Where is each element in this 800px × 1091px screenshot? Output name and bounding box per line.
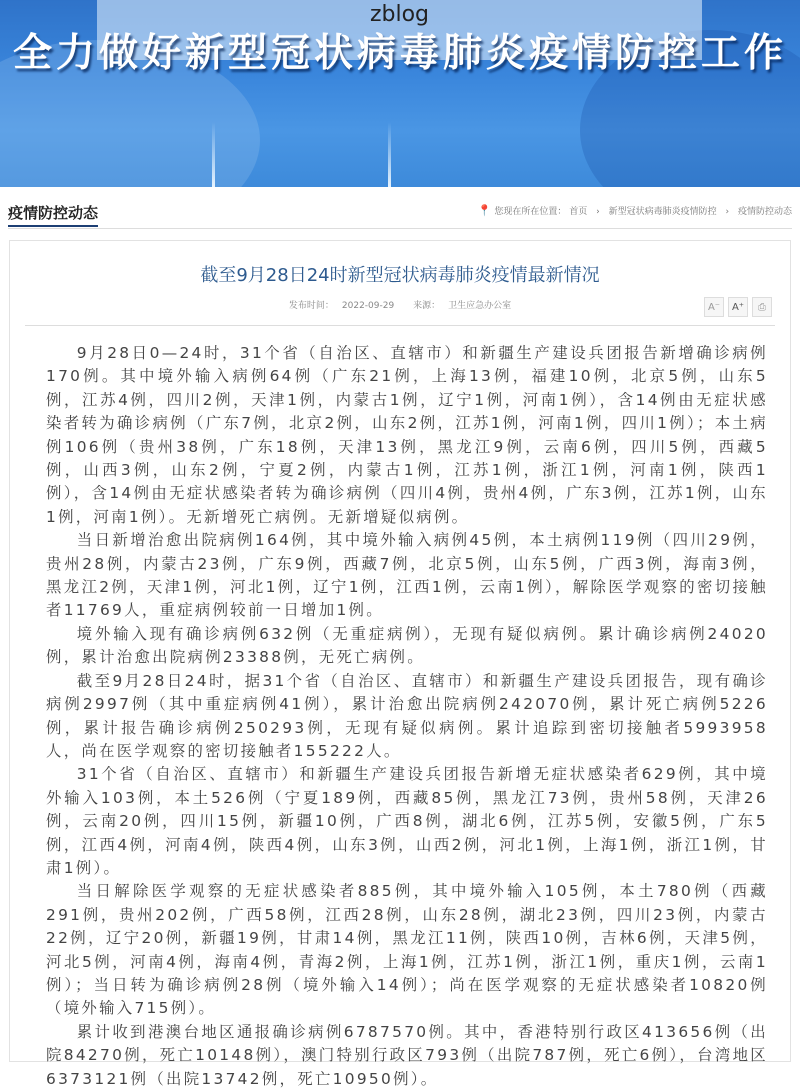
breadcrumb-separator: › (725, 207, 730, 217)
breadcrumb-separator: › (596, 207, 600, 217)
breadcrumb-current[interactable]: 疫情防控动态 (737, 207, 792, 217)
source-label: 来源： (413, 301, 441, 311)
paragraph: 当日新增治愈出院病例164例，其中境外输入病例45例，本土病例119例（四川29例，贵州28例，内蒙古23例，广东9例，西藏7例，北京5例，山东5例，广西3例，海南3例，黑龙江2例，天津1例，河北1例，辽宁1例，江西1例，云南1例），解除医学观察的密切接触者11769人，重症病例较前一日增加1例。 (46, 531, 768, 620)
article-title: 截至9月28日24时新型冠状病毒肺炎疫情最新情况 (200, 265, 600, 286)
breadcrumb (478, 204, 792, 217)
paragraph: 境外输入现有确诊病例632例（无重症病例），无现有疑似病例。累计确诊病例24020例，累计治愈出院病例23388例，无死亡病例。 (46, 624, 768, 667)
breadcrumb-prefix: 您现在所在位置： (494, 207, 567, 217)
section-header (8, 200, 792, 229)
banner-title: 全力做好新型冠状病毒肺炎疫情防控工作 (12, 31, 787, 76)
publish-date: 2022-09-29 (341, 301, 395, 311)
source: 卫生应急办公室 (448, 301, 512, 311)
font-smaller-icon[interactable]: A⁻ (704, 297, 724, 317)
article-tools (704, 297, 772, 317)
article-body (46, 342, 768, 1091)
font-larger-icon[interactable]: A⁺ (728, 297, 748, 317)
breadcrumb-covid[interactable]: 新型冠状病毒肺炎疫情防控 (608, 207, 717, 217)
paragraph: 累计收到港澳台地区通报确诊病例6787570例。其中，香港特别行政区413656例（出院84270例，死亡10148例），澳门特别行政区793例（出院787例，死亡6例），台湾地区6373121例（出院13742例，死亡10950例）。 (46, 1022, 768, 1088)
divider (25, 325, 775, 326)
article-card (9, 240, 791, 1088)
section-title[interactable]: 疫情防控动态 (8, 202, 98, 227)
article-meta (10, 298, 790, 311)
publish-label: 发布时间： (288, 301, 334, 311)
spire-decoration (212, 122, 215, 187)
breadcrumb-home[interactable]: 首页 (569, 207, 588, 217)
location-pin-icon: 📍 (477, 204, 492, 217)
print-icon[interactable]: ⎙ (752, 297, 772, 317)
watermark-text: zblog (369, 2, 430, 27)
paragraph: 截至9月28日24时，据31个省（自治区、直辖市）和新疆生产建设兵团报告，现有确诊病例2997例（其中重症病例41例），累计治愈出院病例242070例，累计死亡病例5226例，累计报告确诊病例250293例，无现有疑似病例。累计追踪到密切接触者5993958人，尚在医学观察的密切接触者155222人。 (46, 671, 768, 760)
paragraph: 当日解除医学观察的无症状感染者885例，其中境外输入105例，本土780例（西藏291例，贵州202例，广西58例，江西28例，山东28例，湖北23例，四川23例，内蒙古22例，辽宁20例，新疆19例，甘肃14例，黑龙江11例，陕西10例，吉林6例，天津5例，河北5例，河南4例，海南4例，青海2例，上海1例，江苏1例，浙江1例，重庆1例，云南1例）；当日转为确诊病例28例（境外输入14例）；尚在医学观察的无症状感染者10820例（境外输入715例）。 (46, 882, 768, 1018)
paragraph: 31个省（自治区、直辖市）和新疆生产建设兵团报告新增无症状感染者629例，其中境外输入103例，本土526例（宁夏189例，西藏85例，黑龙江73例，贵州58例，天津26例，云南20例，四川15例，新疆10例，广西8例，湖北6例，江苏5例，安徽5例，广东5例，江西4例，河南4例，陕西4例，山东3例，山西2例，河北1例，上海1例，浙江1例，甘肃1例）。 (46, 765, 768, 877)
spire-decoration (388, 122, 391, 187)
paragraph: 9月28日0—24时，31个省（自治区、直辖市）和新疆生产建设兵团报告新增确诊病例170例。其中境外输入病例64例（广东21例，上海13例，福建10例，北京5例，山东5例，江苏4例，四川2例，天津1例，内蒙古1例，辽宁1例，河南1例），含14例由无症状感染者转为确诊病例（广东7例，北京2例，山东2例，江苏1例，河南1例，四川1例）；本土病例106例（贵州38例，广东18例，天津13例，黑龙江9例，云南6例，四川5例，西藏5例，山西3例，山东2例，宁夏2例，内蒙古1例，江苏1例，浙江1例，河南1例，陕西1例），含14例由无症状感染者转为确诊病例（四川4例，贵州4例，广东3例，江苏1例，山东1例，河南1例）。无新增死亡病例。无新增疑似病例。 (46, 344, 768, 526)
